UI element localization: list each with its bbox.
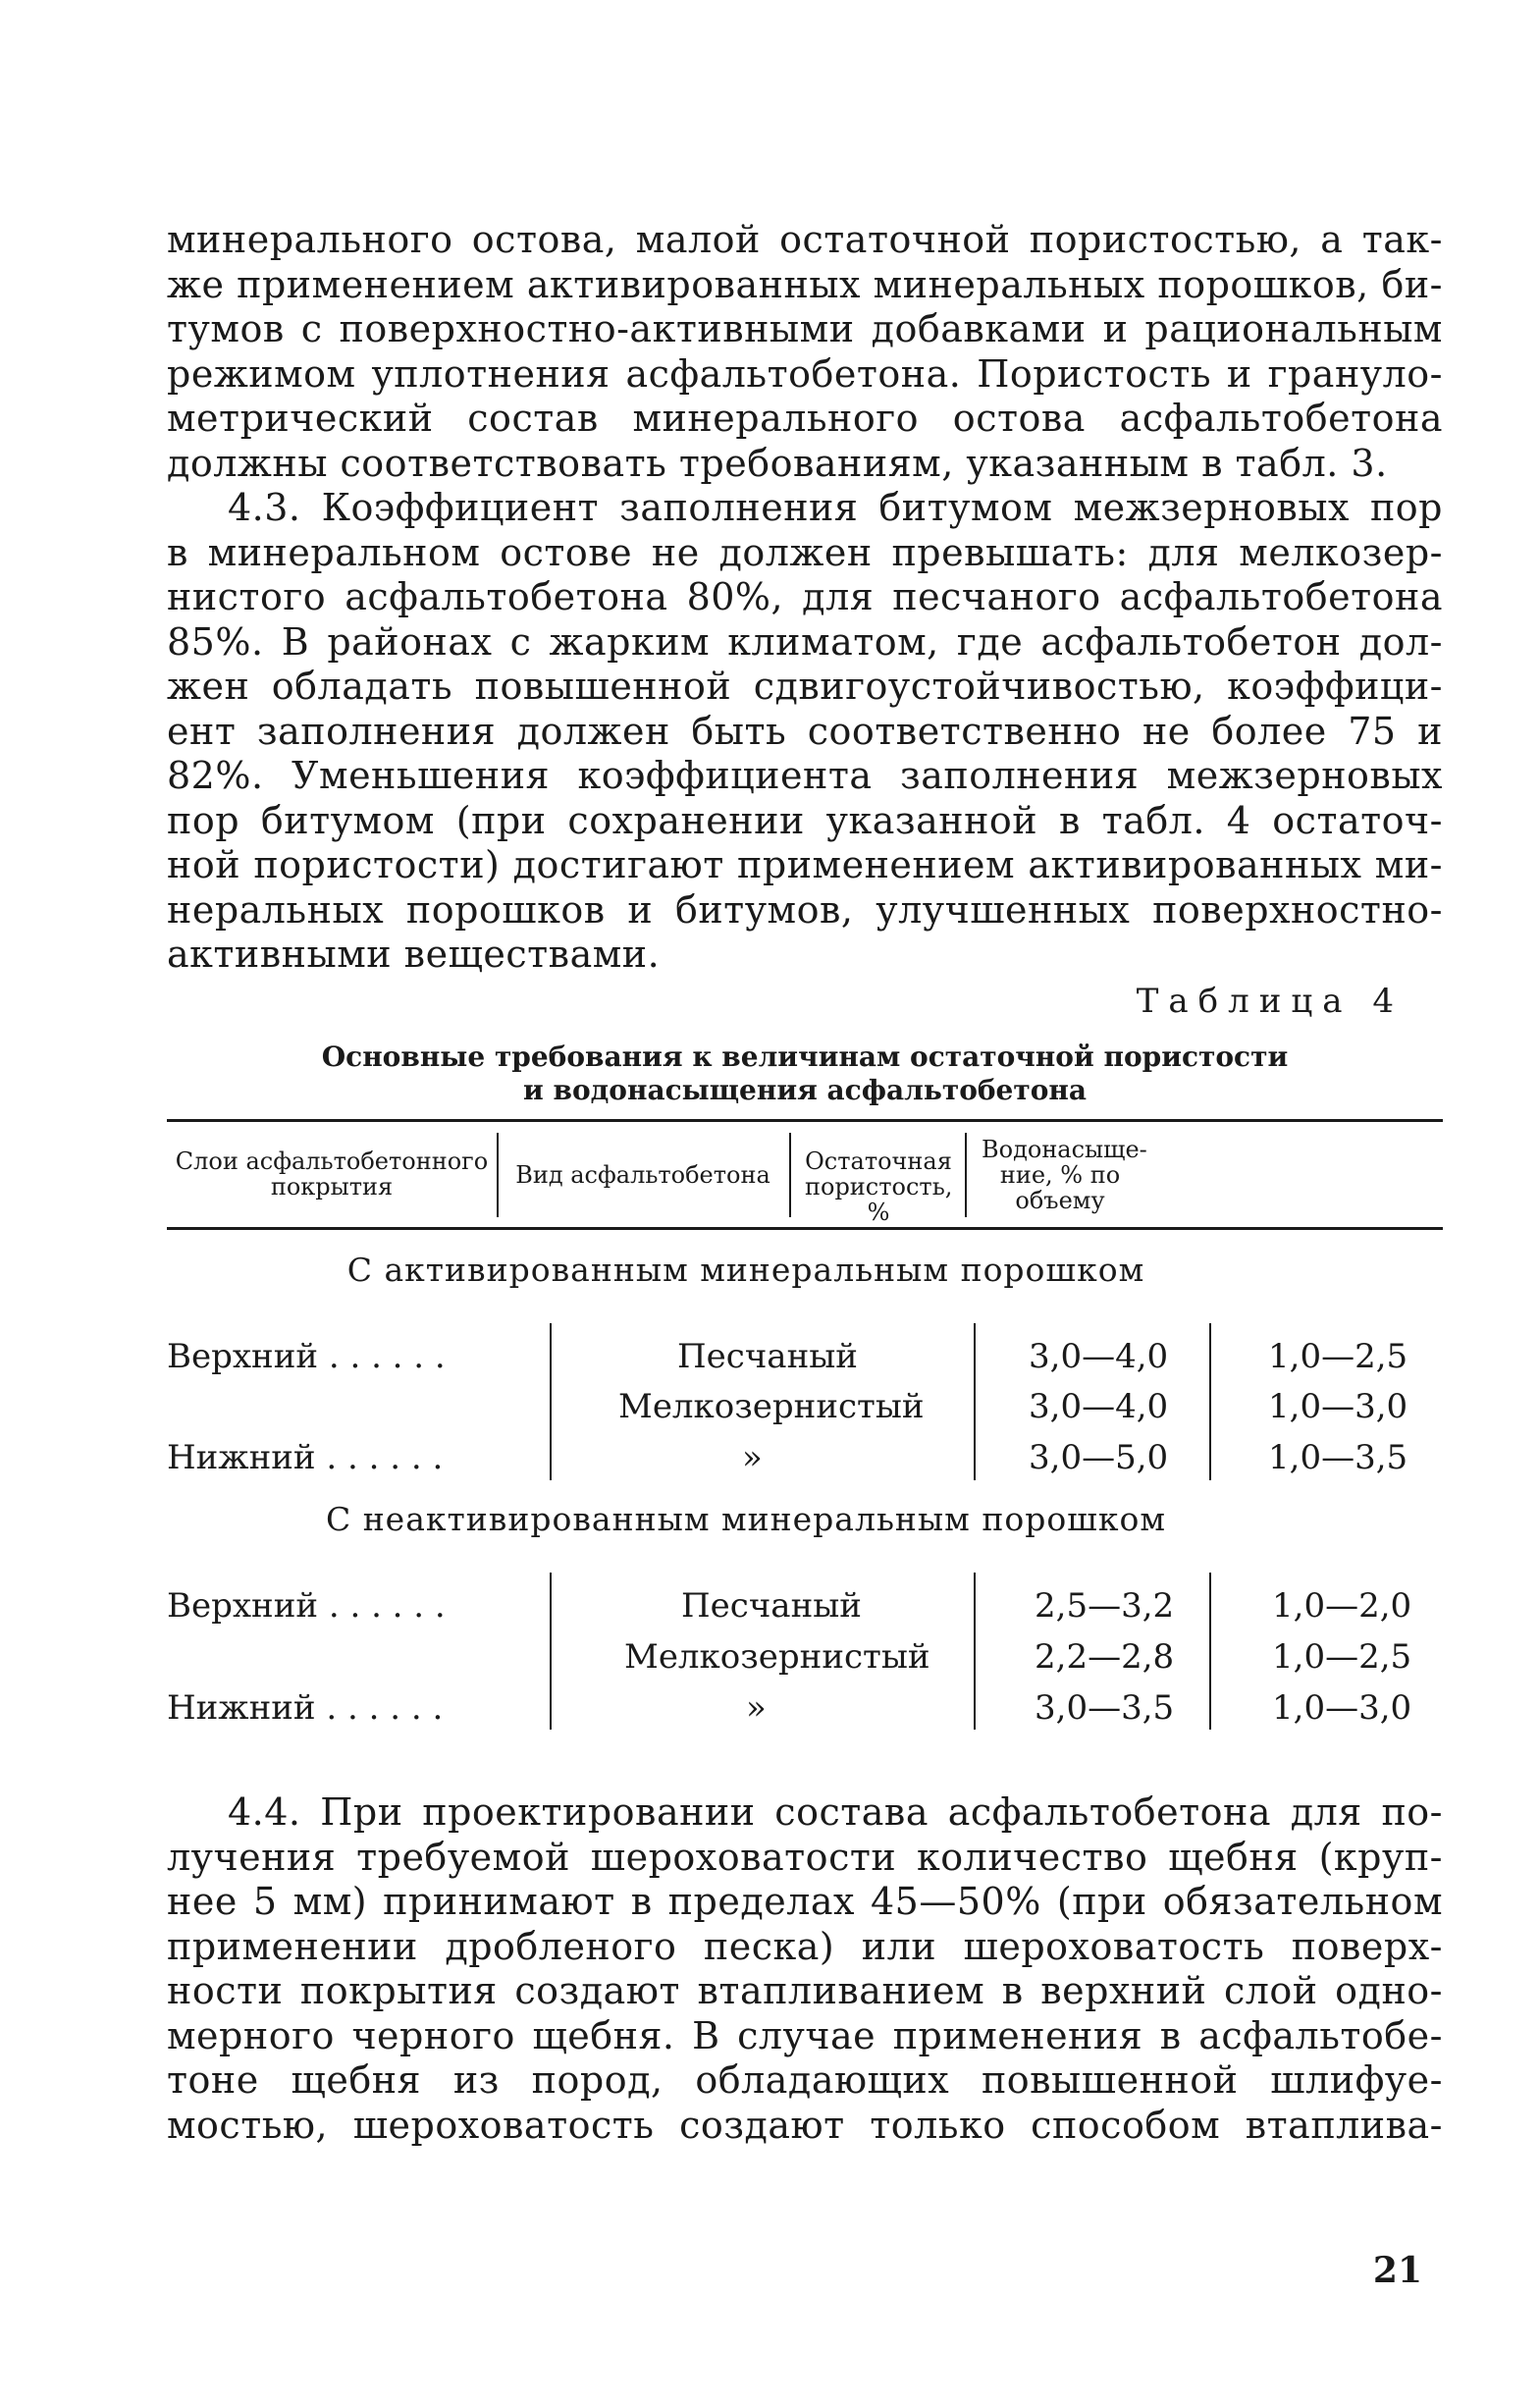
header-porosity-text: Остаточная пористость, % xyxy=(805,1148,953,1226)
cell-saturation: 1,0—2,5 xyxy=(1268,1337,1408,1376)
text-line: мерного черного щебня. В случае применения в асфальтобе- xyxy=(167,2013,1443,2057)
text-line: должны соответствовать требованиям, указанным в табл. 3. xyxy=(167,441,1388,485)
text-line: тумов с поверхностно-активными добавками и рациональным xyxy=(167,307,1443,350)
text-line: же применением активированных минеральных порошков, би- xyxy=(167,262,1443,306)
cell-porosity: 3,0—4,0 xyxy=(1029,1387,1169,1426)
text-line: применении дробленого песка) или шероховатость поверх- xyxy=(167,1924,1443,1968)
cell-saturation: 1,0—3,0 xyxy=(1268,1387,1408,1426)
text-line: в минеральном остове не должен превышать: для мелкозер- xyxy=(167,530,1443,574)
table-title xyxy=(167,1041,1443,1107)
column-divider xyxy=(1209,1573,1211,1730)
section-title: С неактивированным минеральным порошком xyxy=(325,1500,1167,1538)
cell-type: Мелкозернистый xyxy=(618,1387,925,1426)
cell-saturation: 1,0—2,5 xyxy=(1272,1637,1412,1677)
paragraph-intro xyxy=(167,218,1443,486)
cell-layer: Верхний . . . . . . xyxy=(167,1337,446,1376)
cell-saturation: 1,0—3,5 xyxy=(1268,1438,1408,1477)
header-porosity xyxy=(805,1148,952,1225)
text-line: 82%. Уменьшения коэффициента заполнения межзерновых xyxy=(167,754,1443,797)
text-line: 4.4. При проектировании состава асфальтобетона для по- xyxy=(228,1790,1443,1834)
text-line: тоне щебня из пород, обладающих повышенной шлифуе- xyxy=(167,2058,1443,2102)
column-divider xyxy=(974,1323,976,1480)
header-divider xyxy=(965,1133,967,1217)
text-line: 85%. В районах с жарким климатом, где асфальтобетон дол- xyxy=(167,619,1443,664)
column-divider xyxy=(1209,1323,1211,1480)
cell-layer: Нижний . . . . . . xyxy=(167,1438,444,1477)
text-line: режимом уплотнения асфальтобетона. Пористость и грануло- xyxy=(167,351,1443,396)
header-layers-text: Слои асфальтобетонного покрытия xyxy=(175,1148,489,1201)
table-label: Таблица 4 xyxy=(1136,982,1404,1021)
paragraph-4-3 xyxy=(167,486,1443,978)
page-number: 21 xyxy=(1372,2250,1422,2291)
cell-type: » xyxy=(746,1688,767,1728)
cell-porosity: 3,0—5,0 xyxy=(1029,1438,1169,1477)
text-line: лучения требуемой шероховатости количество щебня (круп- xyxy=(167,1835,1443,1879)
cell-layer: Верхний . . . . . . xyxy=(167,1586,446,1626)
cell-type: Мелкозернистый xyxy=(624,1637,930,1677)
header-type xyxy=(497,1162,789,1188)
cell-saturation: 1,0—2,0 xyxy=(1272,1586,1412,1626)
column-divider xyxy=(550,1323,552,1480)
text-line: 4.3. Коэффициент заполнения битумом межзерновых пор xyxy=(228,486,1443,529)
text-line: пор битумом (при сохранении указанной в табл. 4 остаточ- xyxy=(167,798,1443,842)
text-line: нее 5 мм) принимают в пределах 45—50% (при обязательном xyxy=(167,1880,1443,1923)
paragraph-4-4 xyxy=(167,1790,1443,2148)
column-divider xyxy=(550,1573,552,1730)
text-line: неральных порошков и битумов, улучшенных поверхностно- xyxy=(167,887,1443,932)
header-divider xyxy=(789,1133,791,1217)
text-line: метрический состав минерального остова асфальтобетона xyxy=(167,397,1443,440)
section-title: С активированным минеральным порошком xyxy=(346,1251,1145,1289)
cell-type: Песчаный xyxy=(677,1337,858,1376)
header-type-text: Вид асфальтобетона xyxy=(515,1161,770,1189)
header-saturation-text: Водонасыще-ние, % по объему xyxy=(982,1136,1147,1214)
text-line: минерального остова, малой остаточной пористостью, а так- xyxy=(167,218,1443,261)
text-line: нистого асфальтобетона 80%, для песчаного асфальтобетона xyxy=(167,575,1443,618)
table-header-bottom-rule xyxy=(167,1227,1443,1230)
cell-porosity: 2,5—3,2 xyxy=(1035,1586,1175,1626)
text-line: ной пористости) достигают применением активированных ми- xyxy=(167,843,1443,886)
cell-porosity: 3,0—4,0 xyxy=(1029,1337,1169,1376)
cell-type: » xyxy=(742,1438,763,1477)
table-top-rule xyxy=(167,1119,1443,1122)
text-line: жен обладать повышенной сдвигоустойчивостью, коэффици- xyxy=(167,665,1443,708)
text-line: мостью, шероховатость создают только способом втаплива- xyxy=(167,2103,1443,2147)
column-divider xyxy=(974,1573,976,1730)
cell-layer: Нижний . . . . . . xyxy=(167,1688,444,1728)
text-line: ент заполнения должен быть соответственно не более 75 и xyxy=(167,709,1443,753)
text-line: ности покрытия создают втапливанием в верхний слой одно- xyxy=(167,1969,1443,2012)
text-line: активными веществами. xyxy=(167,933,661,976)
cell-porosity: 3,0—3,5 xyxy=(1035,1688,1175,1728)
header-layers xyxy=(167,1148,497,1200)
table-title-line: и водонасыщения асфальтобетона xyxy=(522,1074,1088,1106)
cell-type: Песчаный xyxy=(681,1586,862,1626)
table-title-line: Основные требования к величинам остаточной пористости xyxy=(321,1041,1289,1073)
cell-porosity: 2,2—2,8 xyxy=(1035,1637,1175,1677)
header-saturation xyxy=(982,1136,1147,1214)
cell-saturation: 1,0—3,0 xyxy=(1272,1688,1412,1728)
